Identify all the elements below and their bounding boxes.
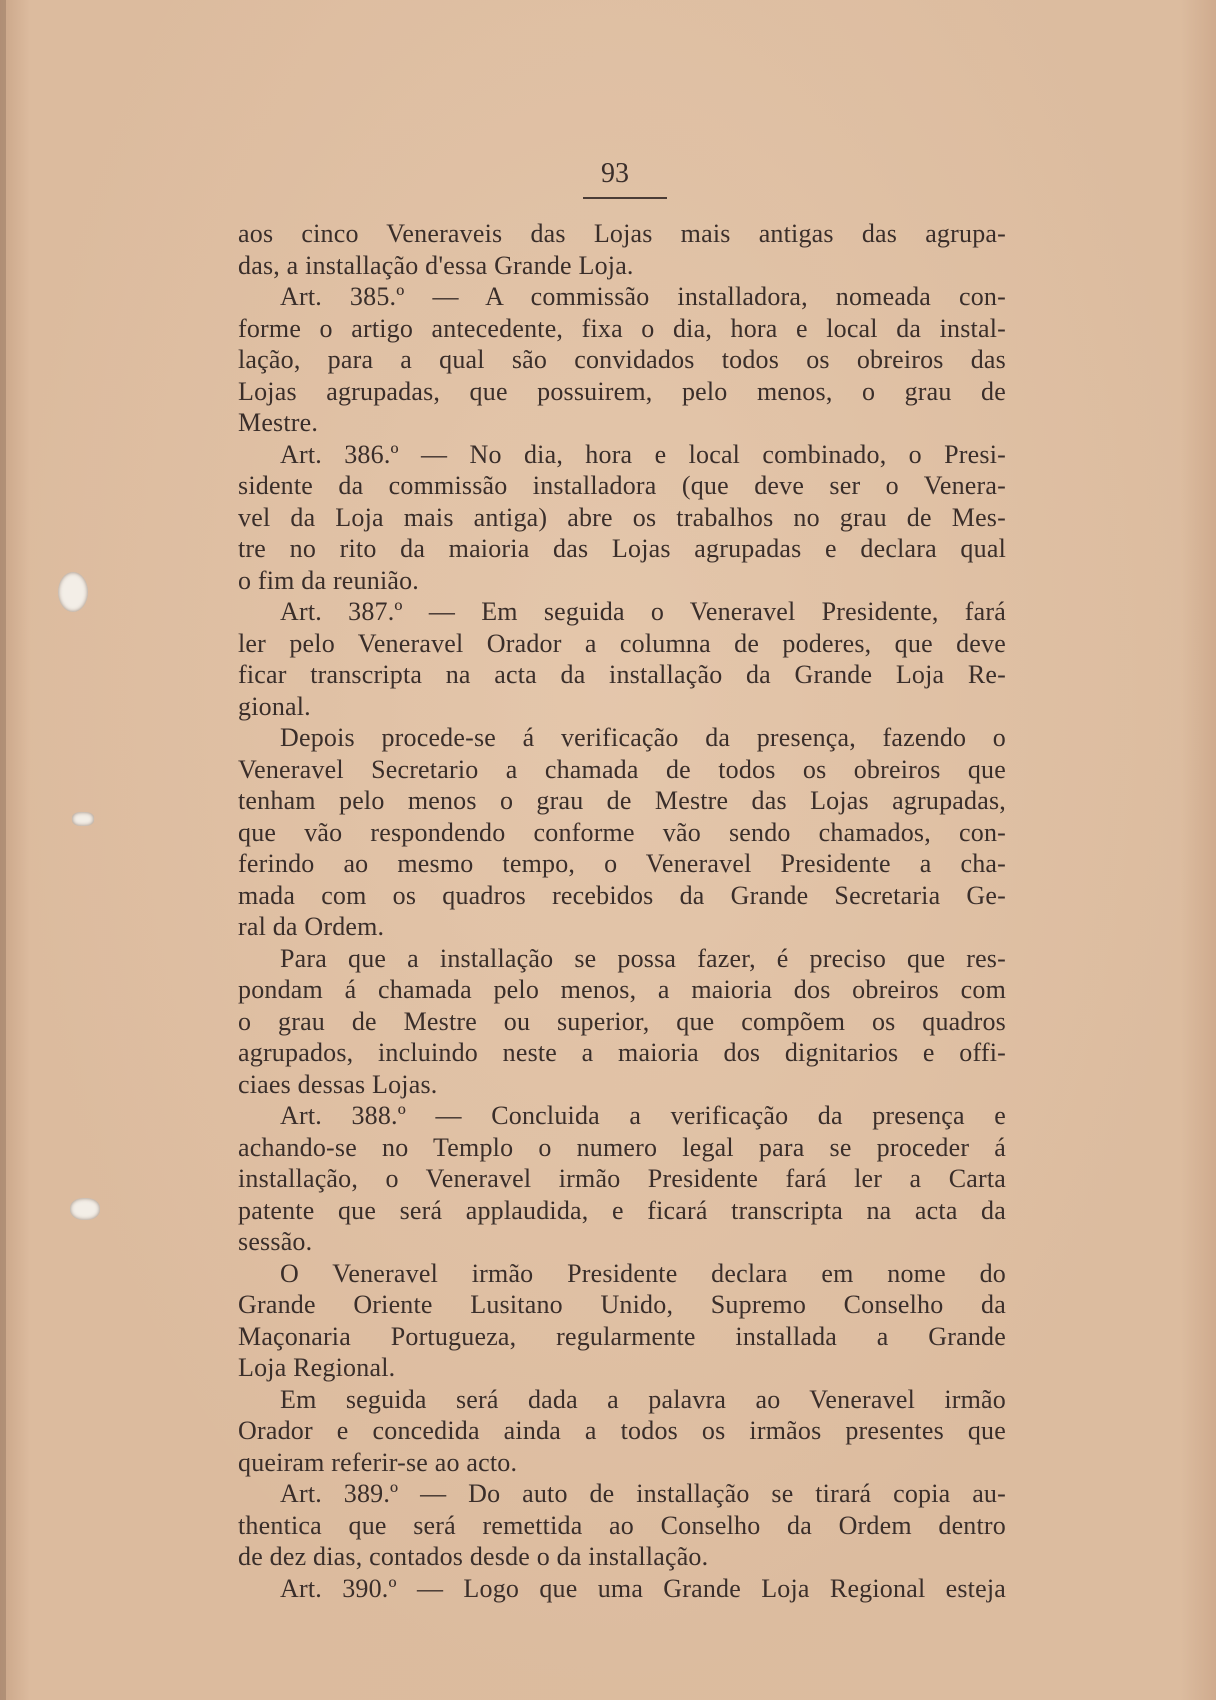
text-line: patente que será applaudida, e ficará transcripta na acta da	[238, 1195, 1006, 1225]
text-line: ficar transcripta na acta da installação da Grande Loja Re-	[238, 660, 1006, 689]
text-line: Para que a installação se possa fazer, é preciso que res-	[280, 943, 1006, 973]
text-line: Art. 390.º — Logo que uma Grande Loja Regional esteja	[280, 1573, 1006, 1603]
text-line: ral da Ordem.	[238, 912, 385, 941]
text-line: ferindo ao mesmo tempo, o Veneravel Presidente a cha-	[238, 849, 1006, 878]
text-line: Mestre.	[238, 408, 319, 437]
text-line: forme o artigo antecedente, fixa o dia, hora e local da instal-	[238, 313, 1006, 343]
text-line: Em seguida será dada a palavra ao Veneravel irmão	[280, 1384, 1006, 1414]
text-line: que vão respondendo conforme vão sendo chamados, con-	[238, 817, 1006, 847]
text-line: das, a installação d'essa Grande Loja.	[238, 250, 634, 280]
text-line: installação, o Veneravel irmão Presidente fará ler a Carta	[238, 1164, 1006, 1193]
paper-damage-hole	[72, 812, 94, 826]
text-line: tenham pelo menos o grau de Mestre das Lojas agrupadas,	[238, 786, 1006, 815]
text-line: Depois procede-se á verificação da presença, fazendo o	[280, 723, 1006, 752]
text-line: mada com os quadros recebidos da Grande Secretaria Ge-	[238, 880, 1006, 910]
text-line: vel da Loja mais antiga) abre os trabalhos no grau de Mes-	[238, 502, 1006, 532]
text-line: O Veneravel irmão Presidente declara em nome do	[280, 1258, 1006, 1288]
text-line: de dez dias, contados desde o da installação.	[238, 1542, 709, 1571]
text-line: sidente da commissão installadora (que deve ser o Venera-	[238, 471, 1006, 500]
text-line: Maçonaria Portugueza, regularmente installada a Grande	[238, 1321, 1006, 1351]
text-line: aos cinco Veneraveis das Lojas mais antigas das agrupa-	[238, 219, 1006, 248]
paper-damage-hole	[58, 572, 88, 612]
text-line: Art. 386.º — No dia, hora e local combinado, o Presi-	[280, 439, 1006, 469]
text-line: Lojas agrupadas, que possuirem, pelo menos, o grau de	[238, 376, 1006, 406]
text-line: lação, para a qual são convidados todos os obreiros das	[238, 345, 1006, 374]
paper-damage-hole	[70, 1198, 100, 1220]
text-line: o grau de Mestre ou superior, que compõem os quadros	[238, 1006, 1006, 1036]
text-line: queiram referir-se ao acto.	[238, 1447, 518, 1477]
page-left-edge	[0, 0, 6, 1700]
text-line: Art. 387.º — Em seguida o Veneravel Presidente, fará	[280, 597, 1006, 626]
text-line: pondam á chamada pelo menos, a maioria dos obreiros com	[238, 975, 1006, 1004]
text-line: o fim da reunião.	[238, 565, 420, 595]
text-line: gional.	[238, 691, 311, 721]
text-line: agrupados, incluindo neste a maioria dos dignitarios e offi-	[238, 1038, 1006, 1067]
text-line: ciaes dessas Lojas.	[238, 1069, 438, 1099]
text-line: Loja Regional.	[238, 1353, 396, 1382]
text-line: achando-se no Templo o numero legal para se proceder á	[238, 1132, 1006, 1162]
text-line: tre no rito da maioria das Lojas agrupadas e declara qual	[238, 534, 1006, 563]
text-line: thentica que será remettida ao Conselho da Ordem dentro	[238, 1510, 1006, 1540]
page-number-rule	[583, 197, 667, 199]
text-line: Grande Oriente Lusitano Unido, Supremo Conselho da	[238, 1290, 1006, 1319]
text-line: Veneravel Secretario a chamada de todos os obreiros que	[238, 754, 1006, 784]
text-line: Art. 385.º — A commissão installadora, nomeada con-	[280, 282, 1006, 311]
body-text	[238, 218, 1006, 1604]
text-line: Art. 388.º — Concluida a verificação da presença e	[280, 1101, 1006, 1130]
text-line: Orador e concedida ainda a todos os irmãos presentes que	[238, 1416, 1006, 1445]
page-number: 93	[601, 158, 629, 189]
text-line: ler pelo Veneravel Orador a columna de poderes, que deve	[238, 628, 1006, 658]
text-line: Art. 389.º — Do auto de installação se tirará copia au-	[280, 1479, 1006, 1508]
text-line: sessão.	[238, 1227, 313, 1256]
